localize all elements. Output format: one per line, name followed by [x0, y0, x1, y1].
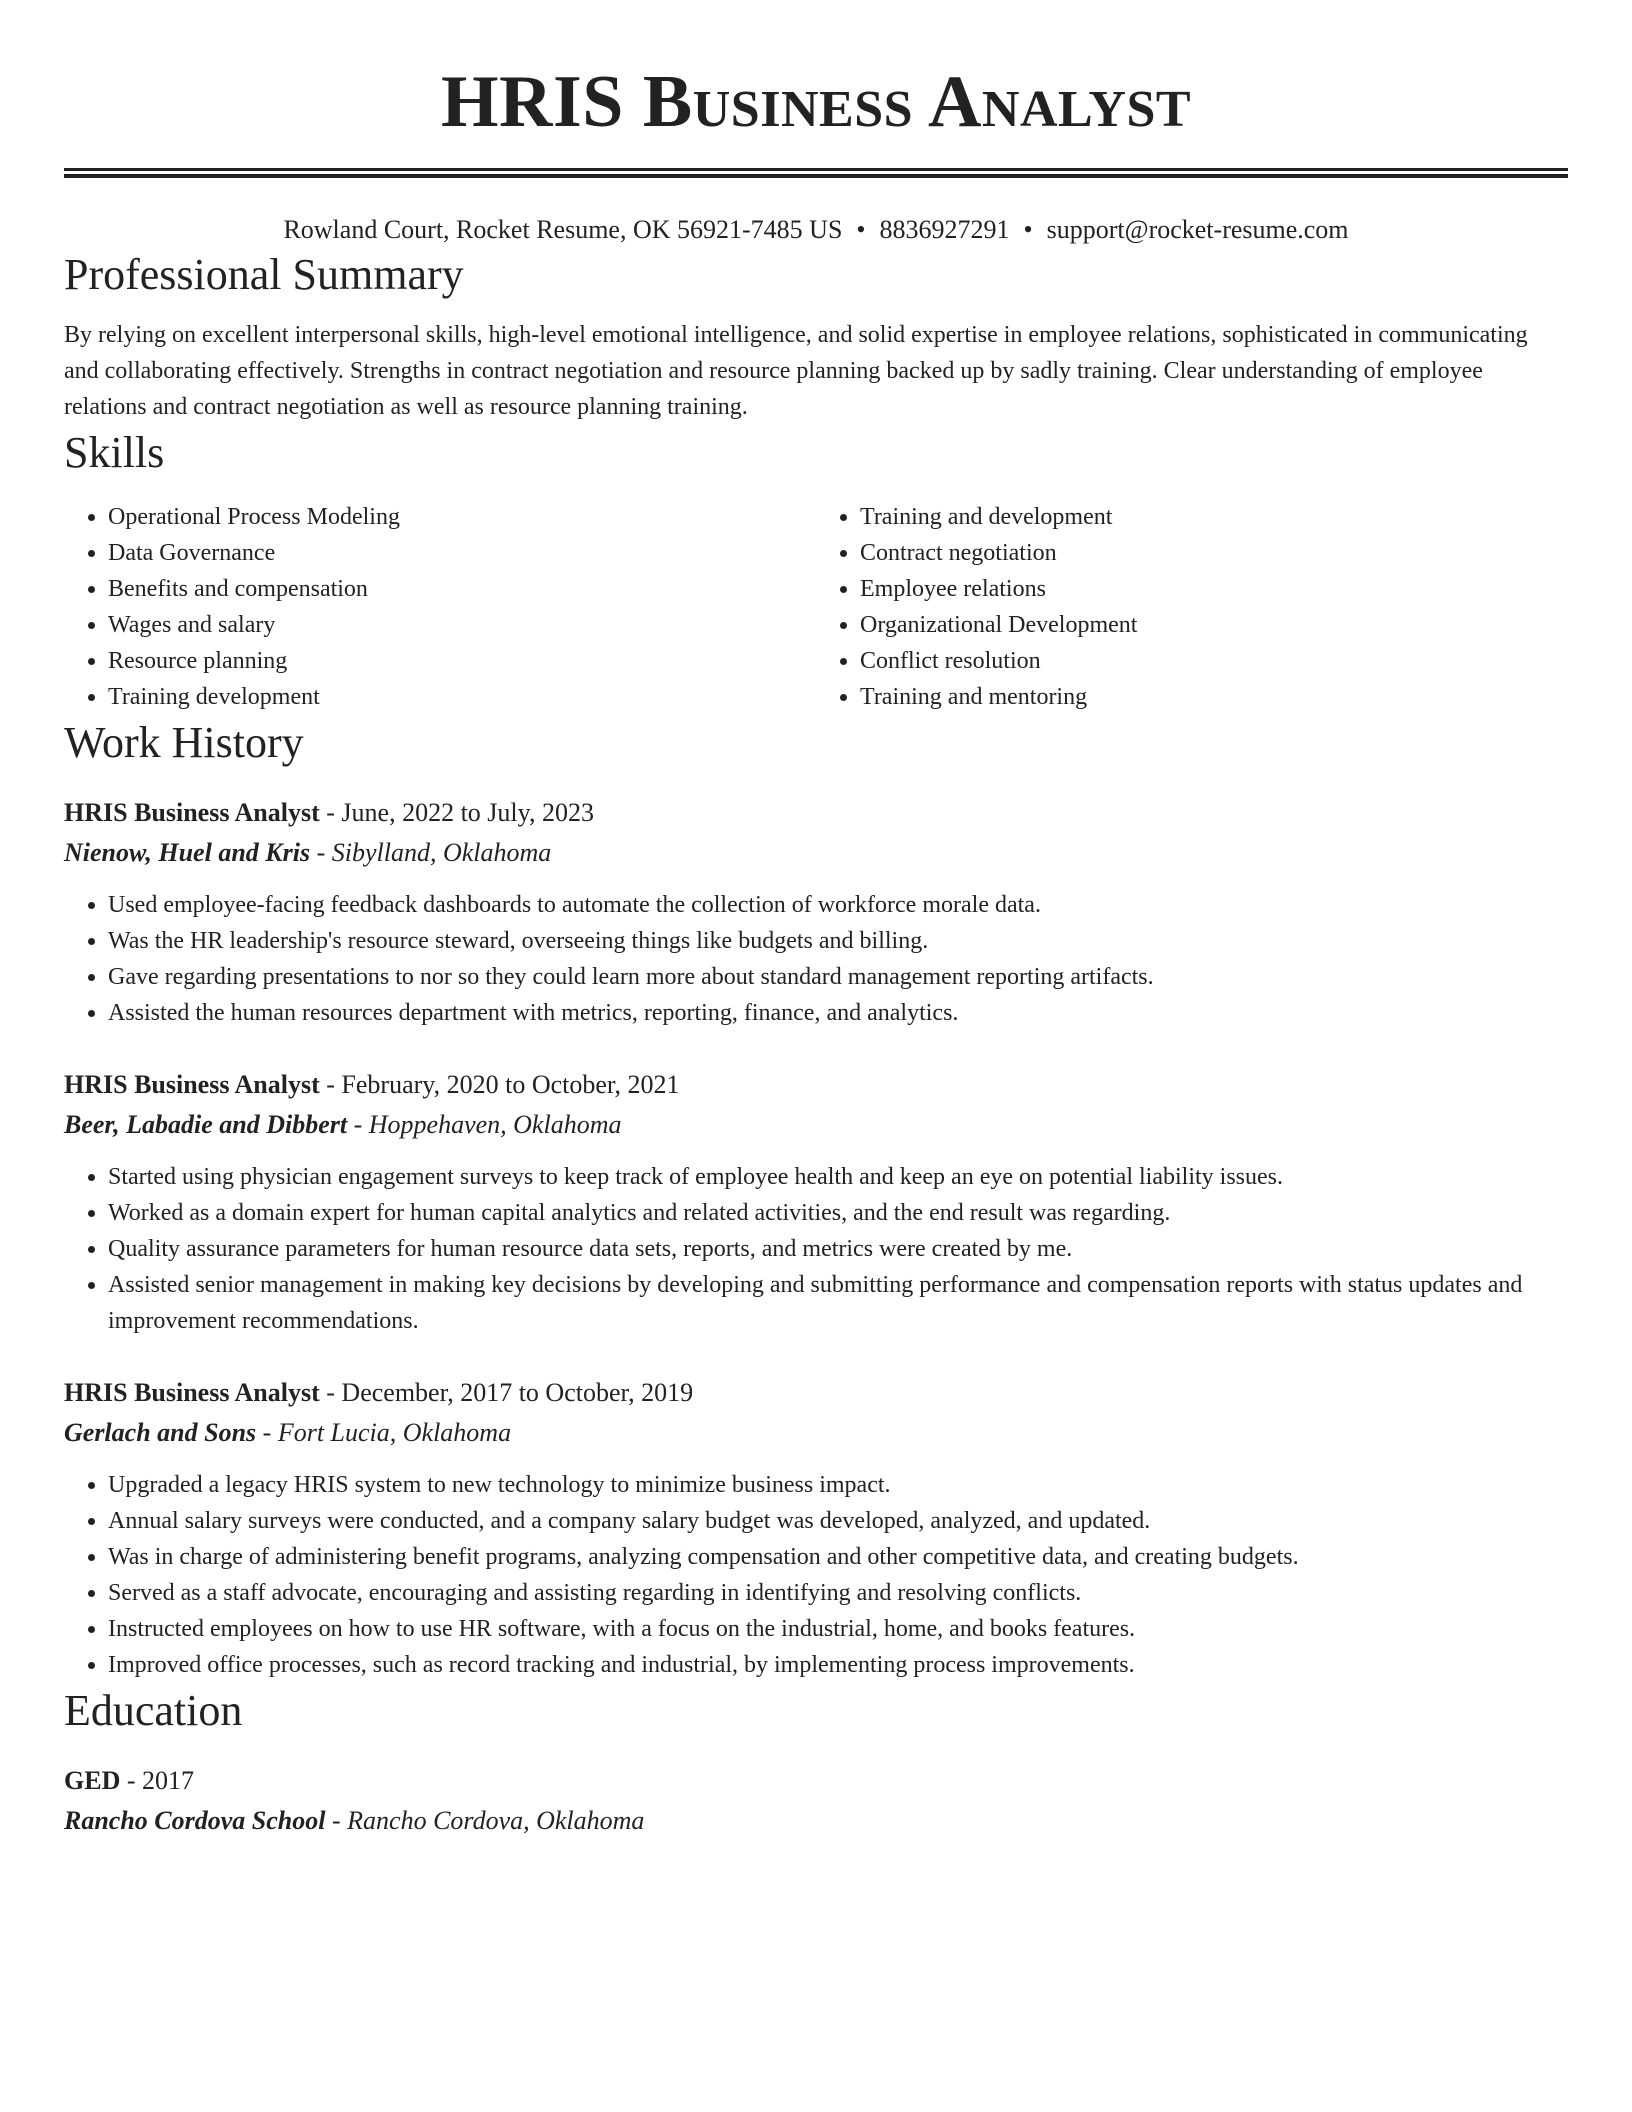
resume-title: HRIS Business Analyst: [440, 61, 1192, 143]
summary-text: By relying on excellent interpersonal skills, high-level emotional intelligence, and solid expertise in employee relations, sophisticated in communicating and collaborating effectively. Strengths in contract negotiation and resource planning backed up by sadly training. Clear understanding of employee relations and contract negotiation as well as resource planning training.: [64, 322, 1528, 420]
education-heading: Education: [64, 1686, 243, 1735]
job-bullets: [64, 1467, 1568, 1683]
skills-columns: [64, 499, 1568, 715]
job-role: HRIS Business Analyst: [64, 798, 320, 827]
skill-item: • Training and mentoring: [860, 679, 1568, 715]
skill-item: • Resource planning: [108, 643, 816, 679]
job-location: - Sibylland, Oklahoma: [310, 838, 552, 867]
contact-address: Rowland Court, Rocket Resume, OK 56921-7485 US: [283, 215, 843, 244]
contact-email: support@rocket-resume.com: [1046, 215, 1349, 244]
job-entry: [64, 795, 1568, 1031]
contact-separator: •: [1023, 215, 1033, 244]
education-title-line: [64, 1763, 1568, 1799]
skill-item: • Data Governance: [108, 535, 816, 571]
job-location: - Hoppehaven, Oklahoma: [347, 1110, 622, 1139]
job-bullets: [64, 887, 1568, 1031]
skill-item: • Employee relations: [860, 571, 1568, 607]
education-year: - 2017: [120, 1766, 195, 1795]
job-bullet: • Was in charge of administering benefit programs, analyzing compensation and other competitive data, and creating budgets.: [108, 1539, 1568, 1575]
job-bullet: • Instructed employees on how to use HR software, with a focus on the industrial, home, and books features.: [108, 1611, 1568, 1647]
skills-heading: Skills: [64, 428, 165, 477]
skills-right-list: [816, 499, 1568, 715]
job-role: HRIS Business Analyst: [64, 1070, 320, 1099]
skill-item: • Wages and salary: [108, 607, 816, 643]
work-history-heading: Work History: [64, 718, 304, 767]
job-bullet: • Quality assurance parameters for human resource data sets, reports, and metrics were created by me.: [108, 1231, 1568, 1267]
job-dates: - February, 2020 to October, 2021: [319, 1070, 680, 1099]
education-location: - Rancho Cordova, Oklahoma: [325, 1806, 645, 1835]
job-location: - Fort Lucia, Oklahoma: [256, 1418, 512, 1447]
job-org-line: [64, 835, 1568, 871]
job-bullet: • Was the HR leadership's resource steward, overseeing things like budgets and billing.: [108, 923, 1568, 959]
job-bullet: • Worked as a domain expert for human capital analytics and related activities, and the end result was regarding.: [108, 1195, 1568, 1231]
job-bullet: • Improved office processes, such as record tracking and industrial, by implementing process improvements.: [108, 1647, 1568, 1683]
job-bullet: • Assisted senior management in making key decisions by developing and submitting performance and compensation reports with status updates and improvement recommendations.: [108, 1267, 1568, 1339]
job-title-line: [64, 795, 1568, 831]
skill-item: • Training and development: [860, 499, 1568, 535]
job-bullet: • Gave regarding presentations to nor so they could learn more about standard management reporting artifacts.: [108, 959, 1568, 995]
job-entry: [64, 1067, 1568, 1339]
skill-item: • Contract negotiation: [860, 535, 1568, 571]
job-role: HRIS Business Analyst: [64, 1378, 320, 1407]
contact-separator: •: [856, 215, 866, 244]
skill-item: • Conflict resolution: [860, 643, 1568, 679]
job-dates: - June, 2022 to July, 2023: [319, 798, 594, 827]
job-org-line: [64, 1415, 1568, 1451]
contact-phone: 8836927291: [879, 215, 1010, 244]
job-org-line: [64, 1107, 1568, 1143]
job-bullet: • Started using physician engagement surveys to keep track of employee health and keep an eye on potential liability issues.: [108, 1159, 1568, 1195]
skill-item: • Training development: [108, 679, 816, 715]
skill-item: • Benefits and compensation: [108, 571, 816, 607]
job-bullet: • Upgraded a legacy HRIS system to new technology to minimize business impact.: [108, 1467, 1568, 1503]
job-company: Gerlach and Sons: [64, 1418, 257, 1447]
skill-item: • Organizational Development: [860, 607, 1568, 643]
education-school: Rancho Cordova School: [64, 1806, 326, 1835]
job-bullet: • Served as a staff advocate, encouraging and assisting regarding in identifying and resolving conflicts.: [108, 1575, 1568, 1611]
job-company: Beer, Labadie and Dibbert: [64, 1110, 348, 1139]
title-double-rule: [64, 168, 1568, 178]
job-dates: - December, 2017 to October, 2019: [319, 1378, 694, 1407]
skill-item: • Operational Process Modeling: [108, 499, 816, 535]
job-title-line: [64, 1067, 1568, 1103]
skills-left-list: [64, 499, 816, 715]
job-bullet: • Used employee-facing feedback dashboards to automate the collection of workforce morale data.: [108, 887, 1568, 923]
job-company: Nienow, Huel and Kris: [64, 838, 311, 867]
job-entry: [64, 1375, 1568, 1683]
summary-heading: Professional Summary: [64, 250, 464, 299]
job-bullet: • Annual salary surveys were conducted, and a company salary budget was developed, analyzed, and updated.: [108, 1503, 1568, 1539]
job-bullet: • Assisted the human resources department with metrics, reporting, finance, and analytics.: [108, 995, 1568, 1031]
job-title-line: [64, 1375, 1568, 1411]
education-org-line: [64, 1803, 1568, 1839]
education-degree: GED: [64, 1766, 121, 1795]
contact-line: [64, 213, 1568, 247]
job-bullets: [64, 1159, 1568, 1339]
